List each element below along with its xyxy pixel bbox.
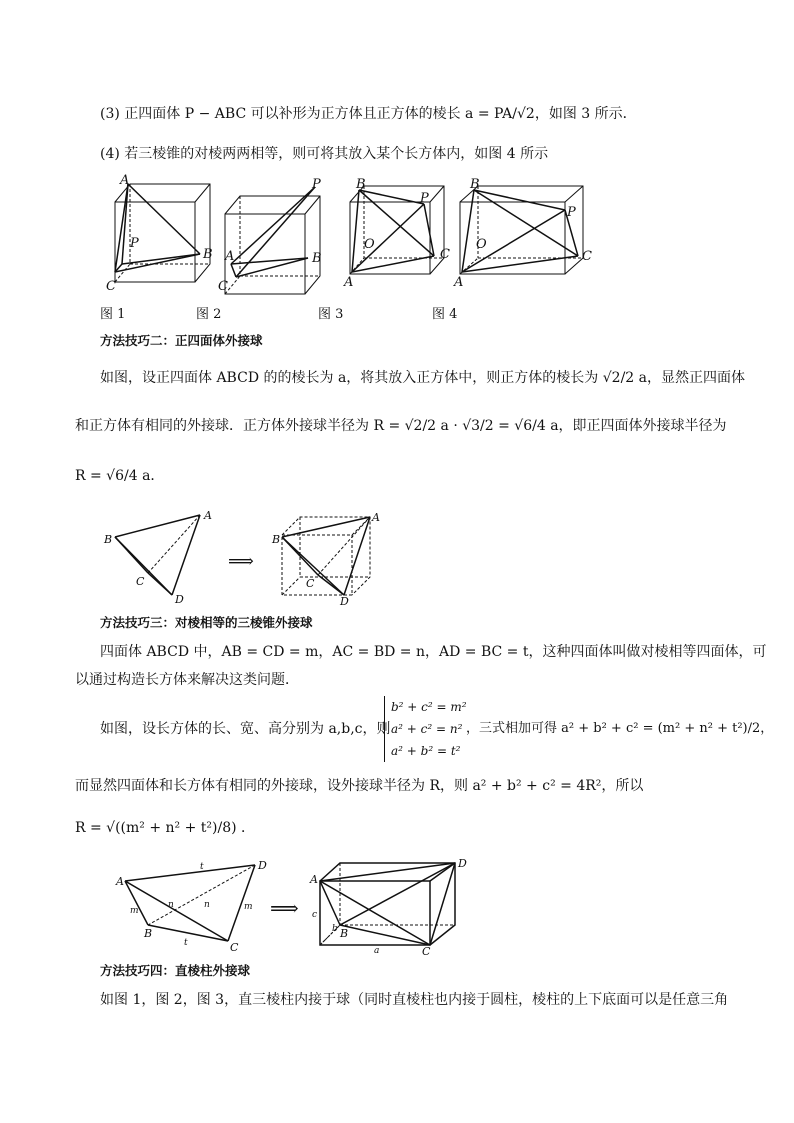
caption-fig-3: 图 3 xyxy=(318,307,344,322)
figure-2 xyxy=(218,177,322,294)
figure-tetra-in-cube xyxy=(271,511,380,608)
implies-arrow-2: ⟹ xyxy=(270,896,299,920)
method-2-line-3: R = √6/4 a． xyxy=(75,468,165,484)
svg-text:B: B xyxy=(272,533,281,546)
svg-text:O: O xyxy=(476,237,487,252)
figure-tetrahedron xyxy=(103,509,212,606)
svg-text:C: C xyxy=(306,577,315,590)
svg-text:a: a xyxy=(374,946,380,955)
svg-text:D: D xyxy=(258,859,267,872)
svg-text:C: C xyxy=(422,945,431,955)
svg-text:B: B xyxy=(470,177,480,192)
figure-row-1-4 xyxy=(100,172,600,297)
svg-text:C: C xyxy=(582,249,592,264)
svg-text:m: m xyxy=(244,902,253,912)
method-3-line-4: 而显然四面体和长方体有相同的外接球，设外接球半径为 R，则 a² + b² + c² = 4R²，所以 xyxy=(75,778,644,794)
svg-text:P: P xyxy=(420,191,429,206)
svg-text:C: C xyxy=(440,247,450,262)
svg-text:c: c xyxy=(312,910,318,920)
method-3-title: 方法技巧三：对棱相等的三棱锥外接球 xyxy=(100,615,313,630)
method-3-line-3a: 如图，设长方体的长、宽、高分别为 a,b,c，则 xyxy=(100,721,391,737)
figure-1 xyxy=(106,173,213,294)
svg-text:A: A xyxy=(120,173,130,188)
svg-text:A: A xyxy=(225,249,235,264)
method-3-line-2: 以通过构造长方体来解决这类问题． xyxy=(75,672,299,688)
svg-text:P: P xyxy=(567,205,576,220)
svg-text:t: t xyxy=(184,938,188,948)
svg-text:A: A xyxy=(116,875,124,888)
svg-text:B: B xyxy=(312,251,322,266)
svg-text:n: n xyxy=(204,900,210,910)
svg-text:C: C xyxy=(230,941,239,954)
svg-text:P: P xyxy=(312,177,321,192)
caption-fig-2: 图 2 xyxy=(196,307,222,322)
figure-isosceles-tetra xyxy=(115,859,267,954)
figure-tetra-cube xyxy=(100,505,390,610)
svg-text:D: D xyxy=(458,857,467,870)
method-2-line-1: 如图，设正四面体 ABCD 的的棱长为 a，将其放入正方体中，则正方体的棱长为 √2/2 a，显然正四面体 xyxy=(100,370,745,386)
caption-fig-1: 图 1 xyxy=(100,307,126,322)
equation-2: a² + c² = n² xyxy=(391,722,463,736)
method-3-line-5: R = √((m² + n² + t²)/8) ． xyxy=(75,820,256,836)
svg-text:A: A xyxy=(310,873,318,886)
figure-tetra-box xyxy=(110,855,480,955)
svg-text:m: m xyxy=(130,906,139,916)
method-4-line-1: 如图 1，图 2，图 3，直三棱柱内接于球（同时直棱柱也内接于圆柱，棱柱的上下底面可以是任意三角 xyxy=(100,992,729,1008)
svg-text:A: A xyxy=(344,275,354,290)
equation-3: a² + b² = t² xyxy=(391,744,461,758)
figure-4 xyxy=(453,177,592,290)
svg-text:b: b xyxy=(332,924,338,934)
svg-text:B: B xyxy=(144,927,153,940)
implies-arrow: ⟹ xyxy=(228,551,254,572)
svg-text:A: A xyxy=(454,275,464,290)
equation-system xyxy=(384,696,467,762)
svg-text:B: B xyxy=(340,927,349,940)
svg-text:P: P xyxy=(130,236,139,251)
method-3-line-3b: ，三式相加可得 a² + b² + c² = (m² + n² + t²)/2， xyxy=(466,721,774,736)
equation-1: b² + c² = m² xyxy=(391,700,467,714)
method-3-line-1: 四面体 ABCD 中，AB = CD = m，AC = BD = n，AD = BC = t，这种四面体叫做对棱相等四面体，可 xyxy=(100,644,767,660)
svg-text:C: C xyxy=(218,279,228,294)
svg-text:D: D xyxy=(175,593,184,606)
svg-text:B: B xyxy=(104,533,113,546)
svg-text:C: C xyxy=(136,575,145,588)
svg-text:t: t xyxy=(200,862,204,872)
caption-fig-4: 图 4 xyxy=(432,307,458,322)
method-2-title: 方法技巧二：正四面体外接球 xyxy=(100,333,263,348)
svg-text:B: B xyxy=(356,177,366,192)
svg-text:n: n xyxy=(168,900,174,910)
svg-text:O: O xyxy=(364,237,375,252)
figure-box xyxy=(309,857,467,955)
figure-3 xyxy=(343,177,450,290)
svg-text:D: D xyxy=(340,595,349,608)
svg-text:A: A xyxy=(372,511,380,524)
method-2-line-2: 和正方体有相同的外接球．正方体外接球半径为 R = √2/2 a · √3/2 = √6/4 a，即正四面体外接球半径为 xyxy=(75,418,727,434)
svg-text:A: A xyxy=(204,509,212,522)
svg-text:C: C xyxy=(106,279,116,294)
svg-text:B: B xyxy=(203,247,213,262)
para-3: (3) 正四面体 P − ABC 可以补形为正方体且正方体的棱长 a = PA/√2，如图 3 所示． xyxy=(100,106,637,122)
para-4: (4) 若三棱锥的对棱两两相等，则可将其放入某个长方体内，如图 4 所示 xyxy=(100,146,549,162)
method-4-title: 方法技巧四：直棱柱外接球 xyxy=(100,963,251,978)
